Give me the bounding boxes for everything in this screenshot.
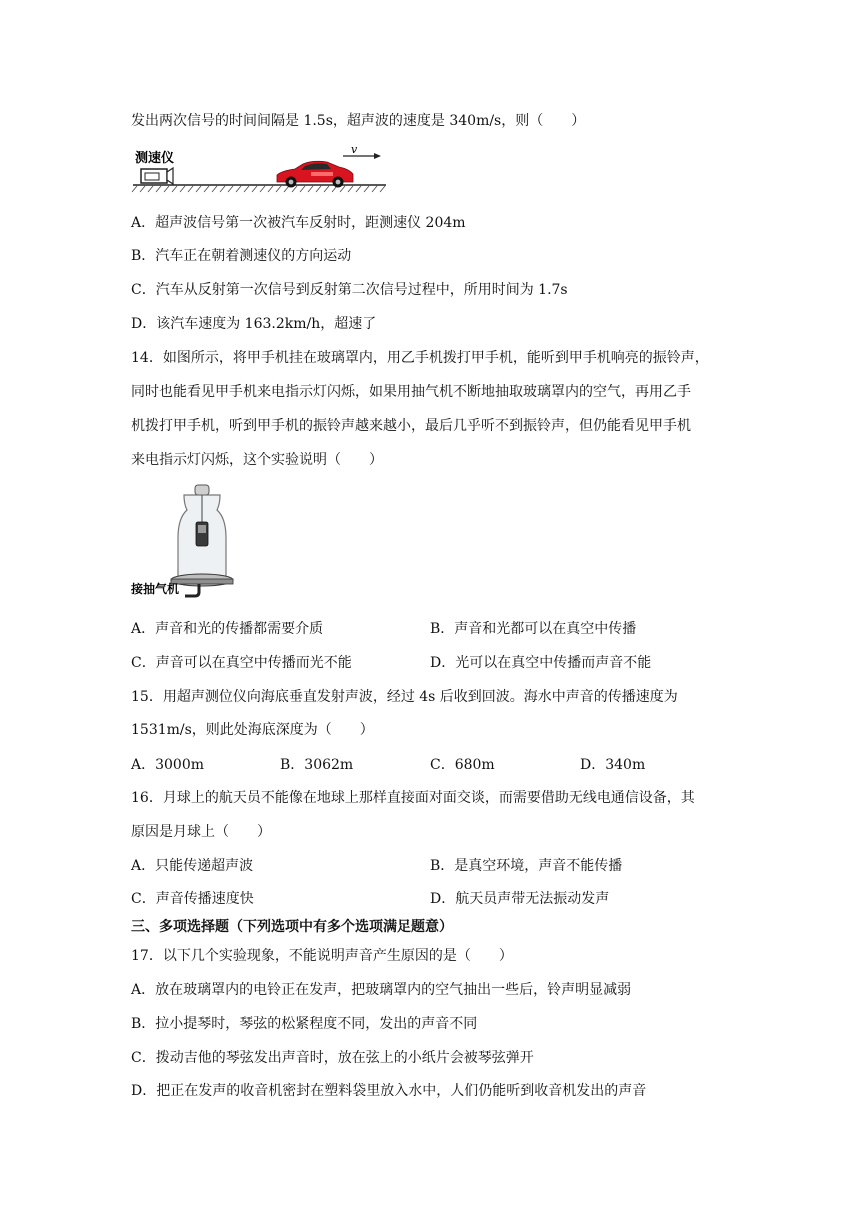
q14-option-c: C．声音可以在真空中传播而光不能 (131, 655, 352, 671)
pump-label: 接抽气机 (131, 582, 180, 596)
q13-option-d: D．该汽车速度为 163.2km/h，超速了 (131, 316, 377, 332)
velocity-arrow-icon (343, 145, 381, 159)
q17-option-a: A．放在玻璃罩内的电铃正在发声，把玻璃罩内的空气抽出一些后，铃声明显减弱 (131, 982, 632, 998)
q14-stem-line-2: 同时也能看见甲手机来电指示灯闪烁，如果用抽气机不断地抽取玻璃罩内的空气，再用乙手 (131, 384, 691, 400)
q16-stem-line-2: 原因是月球上（ ） (131, 824, 271, 840)
q15-option-c: C．680m (430, 757, 495, 773)
q14-stem-line-4: 来电指示灯闪烁，这个实验说明（ ） (131, 452, 383, 468)
q15-stem-line-2: 1531m/s，则此处海底深度为（ ） (131, 722, 374, 738)
q15-option-a: A．3000m (131, 757, 205, 773)
speed-radar-figure (131, 145, 391, 195)
velocity-symbol: v (351, 145, 358, 156)
q16-option-c: C．声音传播速度快 (131, 891, 254, 907)
q16-option-a: A．只能传递超声波 (131, 858, 254, 874)
q13-stem-tail: 发出两次信号的时间间隔是 1.5s，超声波的速度是 340m/s，则（ ） (131, 113, 586, 129)
q17-stem: 17．以下几个实验现象，不能说明声音产生原因的是（ ） (131, 948, 513, 964)
bell-jar-icon (171, 485, 233, 596)
q17-option-b: B．拉小提琴时，琴弦的松紧程度不同，发出的声音不同 (131, 1016, 478, 1032)
q15-option-d: D．340m (580, 757, 646, 773)
radar-label: 测速仪 (135, 151, 175, 166)
q14-stem-line-3: 机拨打甲手机，听到甲手机的振铃声越来越小，最后几乎听不到振铃声，但仍能看见甲手机 (131, 418, 691, 434)
q16-option-b: B．是真空环境，声音不能传播 (430, 858, 623, 874)
q14-option-b: B．声音和光都可以在真空中传播 (430, 621, 637, 637)
q16-option-d: D．航天员声带无法振动发声 (430, 891, 610, 907)
q13-option-a: A．超声波信号第一次被汽车反射时，距测速仪 204m (131, 215, 466, 231)
q17-option-d: D．把正在发声的收音机密封在塑料袋里放入水中，人们仍能听到收音机发出的声音 (131, 1083, 647, 1099)
q13-option-b: B．汽车正在朝着测速仪的方向运动 (131, 248, 352, 264)
section-heading-multiple-choice: 三、多项选择题（下列选项中有多个选项满足题意） (131, 919, 453, 935)
red-car-icon (277, 161, 353, 187)
q13-option-c: C．汽车从反射第一次信号到反射第二次信号过程中，所用时间为 1.7s (131, 282, 568, 298)
radar-device-icon (141, 168, 173, 184)
q15-stem-line-1: 15．用超声测位仪向海底垂直发射声波，经过 4s 后收到回波。海水中声音的传播速度为 (131, 689, 678, 705)
q14-option-a: A．声音和光的传播都需要介质 (131, 621, 324, 637)
q14-stem-line-1: 14．如图所示，将甲手机挂在玻璃罩内，用乙手机拨打甲手机，能听到甲手机响亮的振铃声， (131, 350, 709, 366)
q15-option-b: B．3062m (280, 757, 354, 773)
q14-option-d: D．光可以在真空中传播而声音不能 (430, 655, 652, 671)
q17-option-c: C．拨动吉他的琴弦发出声音时，放在弦上的小纸片会被琴弦弹开 (131, 1050, 534, 1066)
q16-stem-line-1: 16．月球上的航天员不能像在地球上那样直接面对面交谈，而需要借助无线电通信设备，其 (131, 790, 695, 806)
bell-jar-figure (129, 482, 239, 598)
